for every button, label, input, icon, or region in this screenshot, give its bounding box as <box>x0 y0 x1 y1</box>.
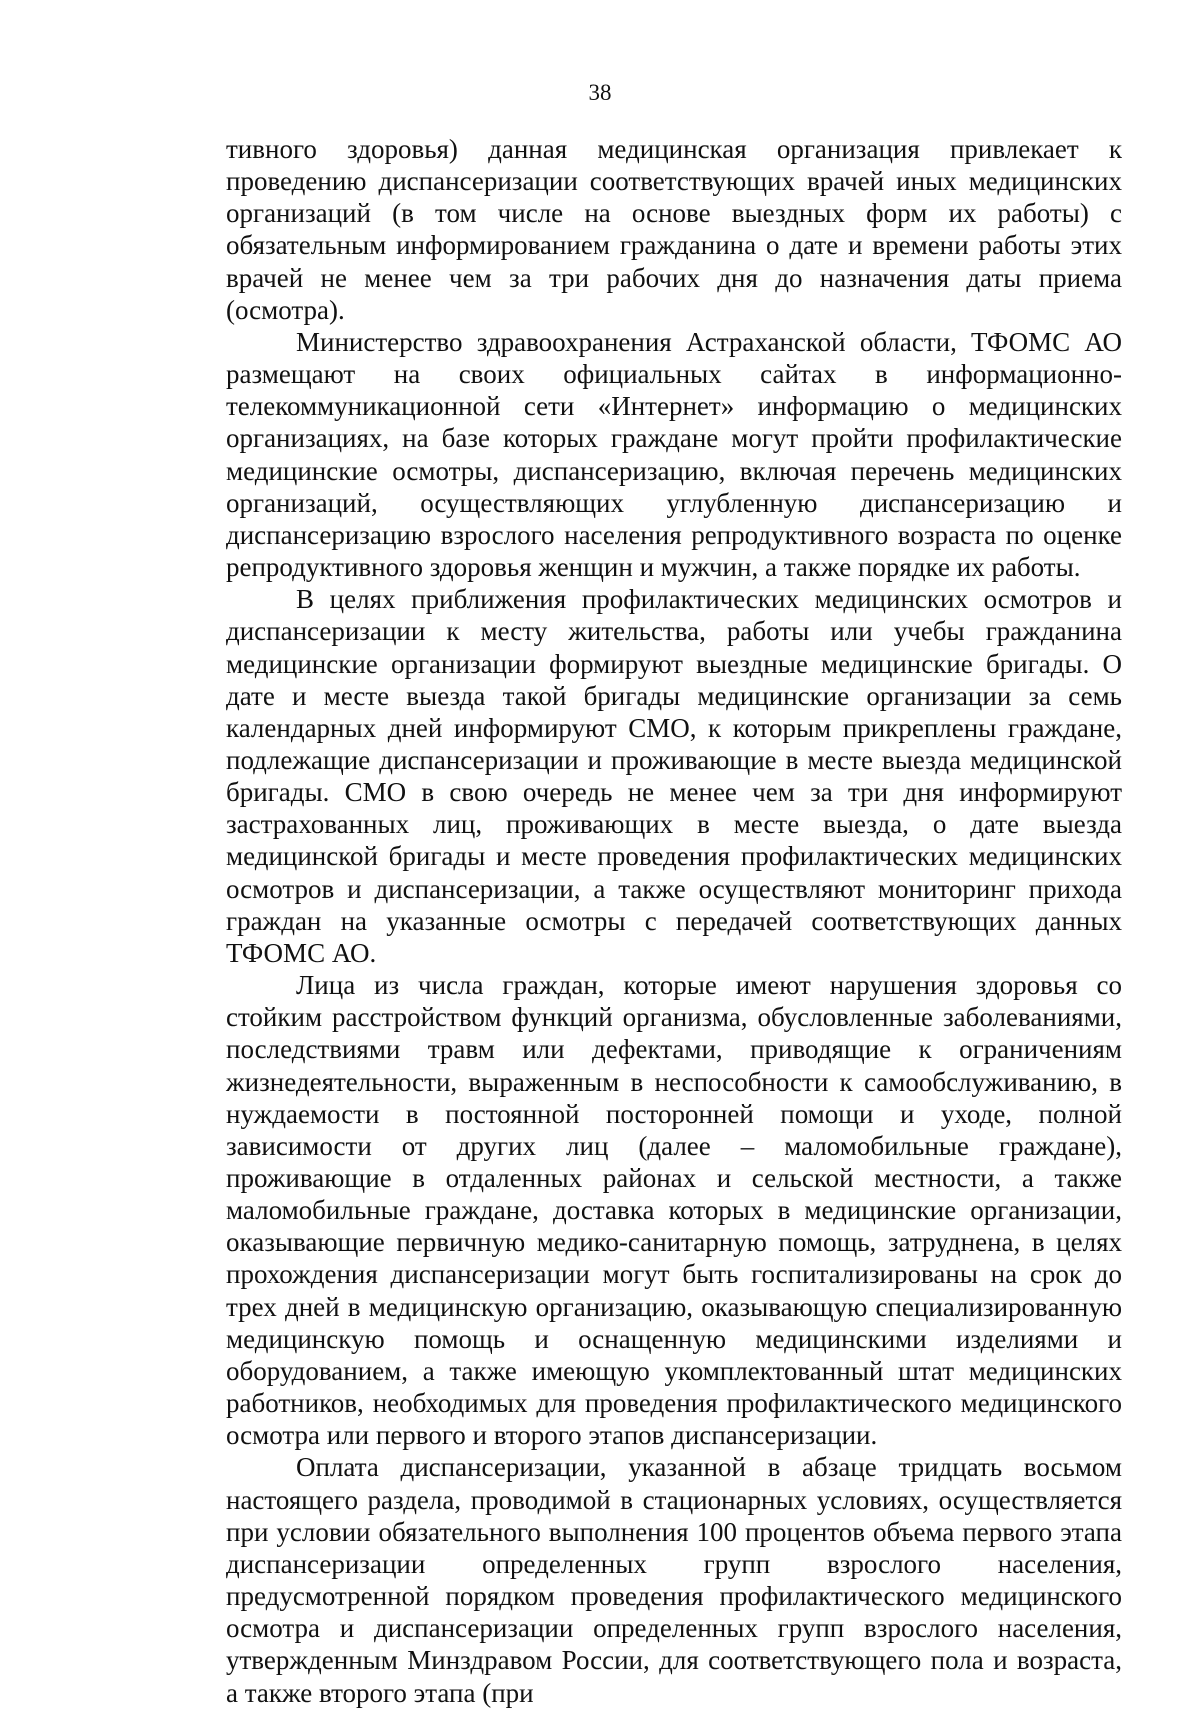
page-number: 38 <box>588 80 612 105</box>
paragraph-ministry-info: Министерство здравоохранения Астраханской области, ТФОМС АО размещают на своих официальных сайтах в информационно-телекоммуникационной сети «Интернет» информацию о медицинских организациях, на базе которых граждане могут пройти профилактические медицинские осмотры, диспансеризацию, включая перечень медицинских организаций, осуществляющих углубленную диспансеризацию и диспансеризацию взрослого населения репродуктивного возраста по оценке репродуктивного здоровья женщин и мужчин, а также порядке их работы. <box>226 326 1122 583</box>
paragraph-continuation: тивного здоровья) данная медицинская организация привлекает к проведению диспансеризации соответствующих врачей иных медицинских организаций (в том числе на основе выездных форм их работы) с обязательным информированием гражданина о дате и времени работы этих врачей не менее чем за три рабочих дня до назначения даты приема (осмотра). <box>226 134 1122 325</box>
paragraph-payment: Оплата диспансеризации, указанной в абзаце тридцать восьмом настоящего раздела, проводимой в стационарных условиях, осуществляется при условии обязательного выполнения 100 процентов объема первого этапа диспансеризации определенных групп взрослого населения, предусмотренной порядком проведения профилактического медицинского осмотра и диспансеризации определенных групп взрослого населения, утвержденным Минздравом России, для соответствующего пола и возраста, а также второго этапа (при <box>226 1452 1122 1708</box>
paragraph-low-mobility-citizens: Лица из числа граждан, которые имеют нарушения здоровья со стойким расстройством функций организма, обусловленные заболеваниями, последствиями травм или дефектами, приводящие к ограничениям жизнедеятельности, выраженным в неспособности к самообслуживанию, в нуждаемости в постоянной посторонней помощи и уходе, полной зависимости от других лиц (далее – маломобильные граждане), проживающие в отдаленных районах и сельской местности, а также маломобильные граждане, доставка которых в медицинские организации, оказывающие первичную медико-санитарную помощь, затруднена, в целях прохождения диспансеризации могут быть госпитализированы на срок до трех дней в медицинскую организацию, оказывающую специализированную медицинскую помощь и оснащенную медицинскими изделиями и оборудованием, а также имеющую укомплектованный штат медицинских работников, необходимых для проведения профилактического медицинского осмотра или первого и второго этапов диспансеризации. <box>226 970 1122 1451</box>
paragraph-mobile-teams: В целях приближения профилактических медицинских осмотров и диспансеризации к месту жительства, работы или учебы гражданина медицинские организации формируют выездные медицинские бригады. О дате и месте выезда такой бригады медицинские организации за семь календарных дней информируют СМО, к которым прикреплены граждане, подлежащие диспансеризации и проживающие в месте выезда медицинской бригады. СМО в свою очередь не менее чем за три дня информируют застрахованных лиц, проживающих в месте выезда, о дате выезда медицинской бригады и месте проведения профилактических медицинских осмотров и диспансеризации, а также осуществляют мониторинг прихода граждан на указанные осмотры с передачей соответствующих данных ТФОМС АО. <box>226 584 1122 968</box>
body-text <box>226 133 1122 1709</box>
